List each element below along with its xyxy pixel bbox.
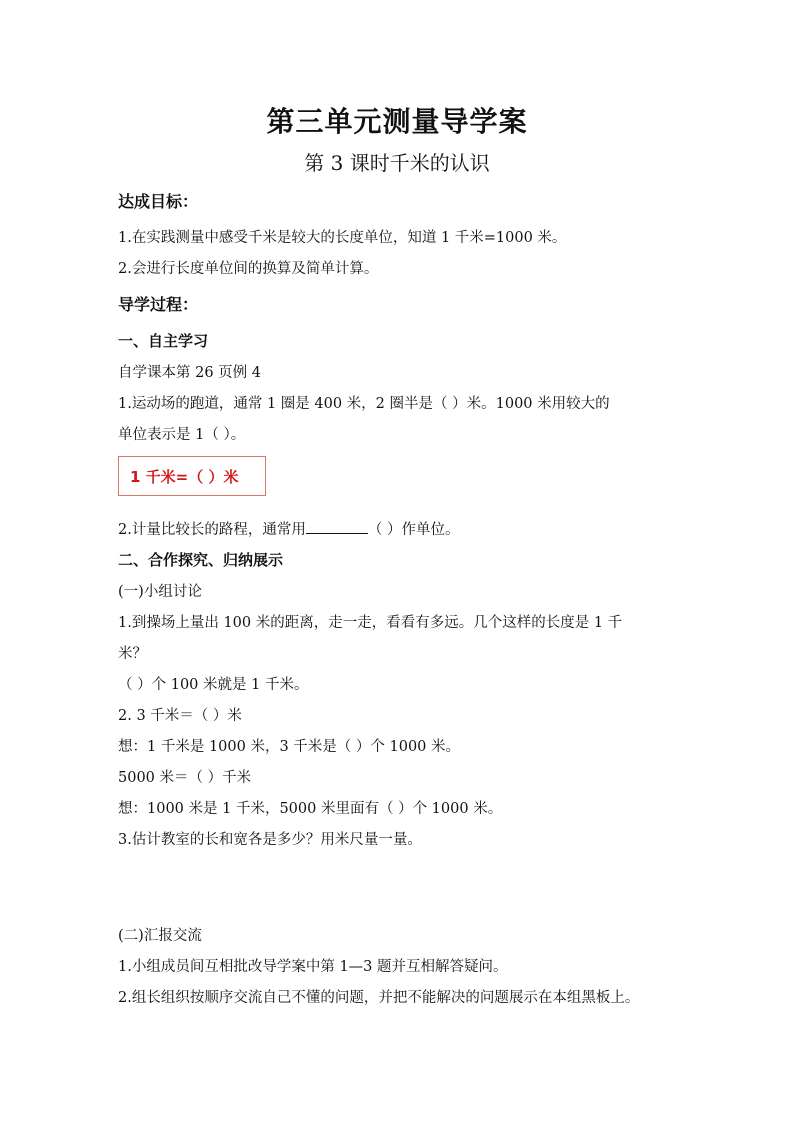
answer-blank[interactable]: [306, 519, 368, 534]
discuss-line-5: 想：1 千米是 1000 米，3 千米是（ ）个 1000 米。: [118, 739, 461, 755]
question-2: [118, 519, 459, 540]
key-formula-box: [118, 456, 266, 496]
discuss-line-6: 5000 米＝（ ）千米: [118, 770, 252, 786]
goals-heading: 达成目标：: [118, 192, 199, 211]
report-item-1: 1.小组成员间互相批改导学案中第 1—3 题并互相解答疑问。: [118, 959, 508, 975]
report-item-2: 2.组长组织按顺序交流自己不懂的问题，并把不能解决的问题展示在本组黑板上。: [118, 990, 640, 1006]
question-1-line-2: 单位表示是 1（ ）。: [118, 427, 246, 443]
page-title: 第三单元测量导学案: [266, 105, 528, 138]
question-2-after: （ ）作单位。: [367, 522, 460, 538]
discuss-line-3: （ ）个 100 米就是 1 千米。: [118, 677, 309, 693]
page-subtitle: 第 3 课时千米的认识: [304, 151, 490, 175]
discuss-line-4: 2. 3 千米＝（ ）米: [118, 708, 242, 724]
section1-intro: 自学课本第 26 页例 4: [118, 365, 262, 381]
question-1-line-1: 1.运动场的跑道，通常 1 圈是 400 米，2 圈半是（ ）米。1000 米用较大的: [118, 396, 610, 412]
discuss-line-8: 3.估计教室的长和宽各是多少？用米尺量一量。: [118, 832, 422, 848]
discuss-line-1: 1.到操场上量出 100 米的距离，走一走，看看有多远。几个这样的长度是 1 千: [118, 615, 623, 631]
process-heading: 导学过程：: [118, 295, 199, 314]
discuss-line-7: 想：1000 米是 1 千米，5000 米里面有（ ）个 1000 米。: [118, 801, 503, 817]
discuss-line-2: 米？: [118, 646, 147, 662]
goal-item-2: 2.会进行长度单位间的换算及简单计算。: [118, 261, 379, 277]
goal-item-1: 1.在实践测量中感受千米是较大的长度单位，知道 1 千米=1000 米。: [118, 230, 567, 246]
question-2-before: 2.计量比较长的路程，通常用: [118, 522, 306, 538]
report-heading: (二)汇报交流: [118, 928, 202, 944]
group-discuss-heading: (一)小组讨论: [118, 584, 202, 600]
section2-heading: 二、合作探究、归纳展示: [118, 551, 284, 569]
section1-heading: 一、自主学习: [118, 332, 209, 350]
key-formula-text: 1 千米=（ ）米: [130, 468, 239, 486]
